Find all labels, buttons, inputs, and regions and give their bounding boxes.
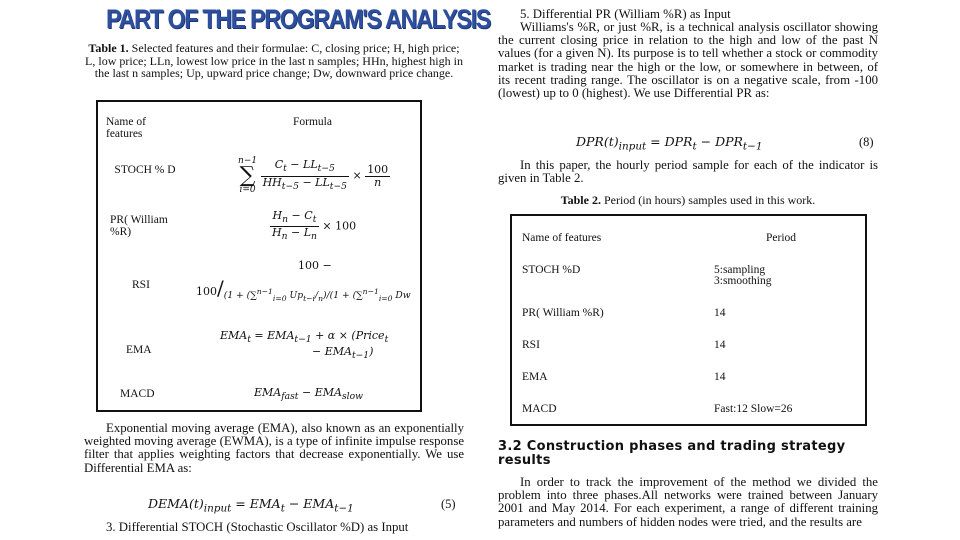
paragraph-track [498, 476, 878, 529]
table2-row-name: EMA [522, 371, 548, 383]
section-heading-3-2 [498, 440, 878, 468]
table-2 [510, 214, 867, 426]
table2-row-period: 5:sampling [714, 264, 766, 276]
table1-row-formula-stoch: n−1 ∑ i=0 $\frac{C_t - LL_{t-5}}{HH_{t-5} - LL_{t-5}}$ × $\frac{100}{n}$ [238, 156, 389, 195]
table2-row-name: PR( William %R) [522, 307, 604, 319]
table1-header-formula: Formula [293, 116, 332, 128]
paragraph-pr-text: Williams's %R, or just %R, is a technical analysis oscillator showing the current closing price in relation to the high and low of the past N values (for a given N). Its purpose is to tell whether a stock or commodity market is trading near the high or the low, or somewhere in between, of its recent trading range. The oscillator is on a negative scale, from -100 (lowest) up to 0 (highest). We use Differential PR as: [498, 20, 878, 101]
table2-row-name: MACD [522, 403, 557, 415]
table1-row-formula-pr: $\frac{H_n - C_t}{H_n - L_n}$ × 100 [272, 209, 357, 243]
heading-pr: 5. Differential PR (William %R) as Input [520, 7, 731, 21]
table2-row-period: 14 [714, 339, 726, 351]
paragraph-track-text: In order to track the improvement of the method we divided the problem into three phases.All networks were trained between January 2001 and May 2014. For each experiment, a range of different training parameters and numbers of hidden nodes were tried, and the results are [498, 475, 878, 529]
table2-header-period: Period [766, 232, 797, 244]
table2-row-name: RSI [522, 339, 540, 351]
table-1 [96, 100, 422, 412]
paragraph-stoch [84, 521, 464, 534]
equation-8: $DPR(t)_{input} = DPR_t - DPR_{t-1}$ [576, 134, 763, 153]
table1-header-name-text: Name of features [106, 116, 146, 140]
table2-caption [498, 194, 878, 207]
table1-row-formula-macd: $EMA_{fast} - EMA_{slow}$ [254, 386, 363, 403]
table1-caption-label: Table 1. [88, 41, 129, 55]
equation-5: $DEMA(t)_{input} = EMA_t - EMA_{t-1}$ [148, 496, 354, 515]
table2-row-period-2: 3:smoothing [714, 275, 772, 287]
table1-caption-text: Selected features and their formulae: C, closing price; H, high price; L, low price; LLn, lowest low price in the last n samples; HHn, highest high in the last n samples; Up, upward price change; Dw, downward price change. [85, 41, 463, 80]
table1-row-formula-rsi-top: 100 − [298, 259, 332, 272]
paragraph-period [498, 159, 878, 185]
table1-row-formula-ema: $EMA_t = EMA_{t-1} + \alpha$ × (Price$_t$ − $EMA_{t-1}$) [220, 329, 389, 362]
table2-row-period: 14 [714, 371, 726, 383]
table1-row-name: MACD [120, 388, 155, 400]
table1-row-name: PR( William %R) [110, 214, 168, 238]
paragraph-stoch-text: 3. Differential STOCH (Stochastic Oscillator %D) as Input [106, 520, 409, 534]
table2-row-name: STOCH %D [522, 264, 581, 276]
slide-title: PART OF THE PROGRAM'S ANALYSIS [106, 4, 490, 34]
table2-row-period: Fast:12 Slow=26 [714, 403, 793, 415]
table1-row-name: STOCH % D [114, 164, 176, 176]
table2-header-name: Name of features [522, 232, 602, 244]
table1-row-formula-rsi: $100/_{(1 + (\sum^{n-1}_{i=0} Up_{t-i}/_n)/(1 + (\sum^{n-1}_{i=0} Dw}$ [196, 276, 411, 304]
paragraph-ema-text: Exponential moving average (EMA), also known as an exponentially weighted moving average (EWMA), is a type of infinite impulse response filter that applies weighting factors that decrease exponentially. We use Differential EMA as: [84, 421, 464, 475]
paragraph-ema [84, 422, 464, 475]
table2-caption-text: Period (in hours) samples used in this work. [603, 193, 816, 207]
paragraph-pr [498, 21, 878, 100]
equation-5-number: (5) [441, 497, 456, 511]
table1-header-name [106, 116, 176, 140]
table1-caption [84, 42, 464, 80]
equation-8-number: (8) [859, 135, 874, 149]
table2-caption-label: Table 2. [560, 193, 601, 207]
section-heading-text: 3.2 Construction phases and trading strategy results [498, 439, 846, 468]
table2-row-period: 14 [714, 307, 726, 319]
table1-row-name: EMA [126, 344, 152, 356]
table1-row-name: RSI [132, 279, 150, 291]
paragraph-period-text: In this paper, the hourly period sample for each of the indicator is given in Table 2. [498, 158, 878, 186]
